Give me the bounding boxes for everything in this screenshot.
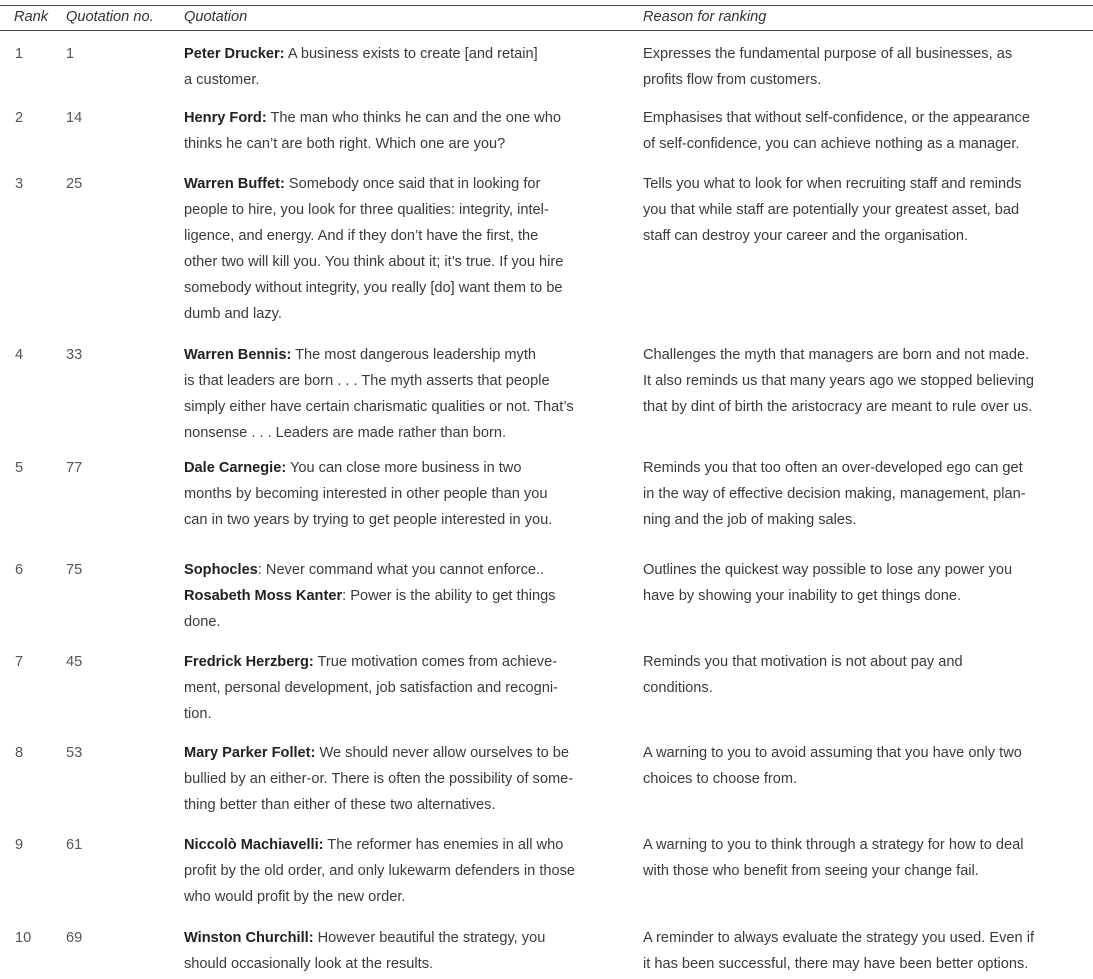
quotation-line [184, 951, 624, 977]
quotation-line [184, 858, 624, 884]
quotation-cell [184, 740, 624, 818]
quotation-line [184, 701, 624, 727]
quotation-line [184, 766, 624, 792]
quotation-text: done. [184, 614, 221, 630]
quotation-text: True motivation comes from achieve- [313, 654, 558, 670]
speaker-name: Winston Churchill: [184, 930, 314, 946]
quotation-text: months by becoming interested in other people than you [184, 486, 548, 502]
reason-cell [643, 342, 1083, 420]
quotation-no-cell: 14 [66, 110, 83, 126]
reason-line: profits flow from customers. [643, 72, 822, 88]
quotation-text: ligence, and energy. And if they don’t have the first, the [184, 228, 539, 244]
reason-line: ning and the job of making sales. [643, 512, 857, 528]
quotation-text: thinks he can’t are both right. Which one are you? [184, 136, 506, 152]
reason-cell [643, 740, 1083, 792]
quotation-text: The man who thinks he can and the one who [266, 110, 561, 126]
reason-line: that by dint of birth the aristocracy are meant to rule over us. [643, 399, 1033, 415]
quotation-no-cell: 77 [66, 460, 83, 476]
quotation-text: The reformer has enemies in all who [323, 837, 564, 853]
quotation-no-cell: 53 [66, 745, 83, 761]
quotation-text: You can close more business in two [286, 460, 522, 476]
reason-cell [643, 171, 1083, 249]
quotation-cell [184, 557, 624, 635]
quotation-text: should occasionally look at the results. [184, 956, 434, 972]
speaker-name: Dale Carnegie: [184, 460, 287, 476]
reason-cell [643, 832, 1083, 884]
quotation-no-cell: 1 [66, 46, 75, 62]
reason-line: A warning to you to think through a strategy for how to deal [643, 837, 1024, 853]
quotation-text: dumb and lazy. [184, 306, 282, 322]
rank-cell: 6 [15, 562, 24, 578]
quotation-cell [184, 171, 624, 327]
header-quotation-no: Quotation no. [66, 9, 154, 25]
quotation-cell [184, 41, 624, 93]
speaker-name: Warren Bennis: [184, 347, 292, 363]
quotation-text: simply either have certain charismatic qualities or not. That’s [184, 399, 574, 415]
quotation-line [184, 507, 624, 533]
quotation-line [184, 275, 624, 301]
reason-cell [643, 455, 1083, 533]
reason-line: have by showing your inability to get things done. [643, 588, 962, 604]
quotation-cell [184, 342, 624, 446]
reason-line: conditions. [643, 680, 713, 696]
quotation-line [184, 420, 624, 446]
quotation-no-cell: 25 [66, 176, 83, 192]
reason-cell [643, 105, 1083, 157]
speaker-name: Niccolò Machiavelli: [184, 837, 324, 853]
quotation-cell [184, 832, 624, 910]
header-quotation: Quotation [184, 9, 248, 25]
quotation-cell [184, 455, 624, 533]
quotation-line [184, 832, 624, 858]
header-rank: Rank [14, 9, 49, 25]
quotation-cell [184, 925, 624, 977]
reason-line: Challenges the myth that managers are born and not made. [643, 347, 1030, 363]
rank-cell: 7 [15, 654, 24, 670]
table-header-row [0, 5, 1093, 30]
speaker-name: Sophocles [184, 562, 258, 578]
quotation-line [184, 394, 624, 420]
quotation-line [184, 301, 624, 327]
reason-cell [643, 41, 1083, 93]
quotation-text: ment, personal development, job satisfaction and recogni- [184, 680, 558, 696]
quotation-line [184, 41, 624, 67]
reason-line: Outlines the quickest way possible to lose any power you [643, 562, 1013, 578]
reason-line: Emphasises that without self-confidence, or the appearance [643, 110, 1030, 126]
reason-cell [643, 649, 1083, 701]
quotation-text: tion. [184, 706, 212, 722]
quotation-no-cell: 75 [66, 562, 83, 578]
quotation-text: Somebody once said that in looking for [284, 176, 541, 192]
quotation-text: profit by the old order, and only lukewarm defenders in those [184, 863, 576, 879]
quotation-text: who would profit by the new order. [184, 889, 406, 905]
speaker-name: Rosabeth Moss Kanter [184, 588, 343, 604]
rank-cell: 2 [15, 110, 24, 126]
quotation-line [184, 740, 624, 766]
speaker-name: Warren Buffet: [184, 176, 285, 192]
reason-line: It also reminds us that many years ago we stopped believing [643, 373, 1035, 389]
quotation-text: somebody without integrity, you really [do] want them to be [184, 280, 563, 296]
reason-line: Tells you what to look for when recruiting staff and reminds [643, 176, 1022, 192]
reason-line: you that while staff are potentially your greatest asset, bad [643, 202, 1020, 218]
quotation-text: A business exists to create [and retain] [284, 46, 538, 62]
reason-line: A warning to you to avoid assuming that you have only two [643, 745, 1022, 761]
quotation-line [184, 609, 624, 635]
speaker-name: Mary Parker Follet: [184, 745, 316, 761]
rank-cell: 9 [15, 837, 24, 853]
reason-line: of self-confidence, you can achieve nothing as a manager. [643, 136, 1020, 152]
quotation-text: other two will kill you. You think about it; it’s true. If you hire [184, 254, 564, 270]
quotation-text: nonsense . . . Leaders are made rather than born. [184, 425, 507, 441]
quotation-line [184, 884, 624, 910]
quotation-line [184, 792, 624, 818]
quotation-text: people to hire, you look for three qualities: integrity, intel- [184, 202, 549, 218]
quotation-line [184, 675, 624, 701]
quotation-line [184, 368, 624, 394]
rank-cell: 8 [15, 745, 24, 761]
quotation-line [184, 197, 624, 223]
quotation-line [184, 105, 624, 131]
reason-line: in the way of effective decision making, management, plan- [643, 486, 1026, 502]
quotation-line [184, 649, 624, 675]
rank-cell: 10 [15, 930, 32, 946]
speaker-name: Fredrick Herzberg: [184, 654, 314, 670]
reason-line: it has been successful, there may have been better options. [643, 956, 1029, 972]
quotation-text: : Never command what you cannot enforce.. [257, 562, 545, 578]
quotation-line [184, 67, 624, 93]
quotation-text: bullied by an either-or. There is often the possibility of some- [184, 771, 574, 787]
rank-cell: 5 [15, 460, 24, 476]
rank-cell: 4 [15, 347, 24, 363]
reason-line: A reminder to always evaluate the strategy you used. Even if [643, 930, 1035, 946]
quotation-text: a customer. [184, 72, 260, 88]
reason-line: Reminds you that motivation is not about pay and [643, 654, 963, 670]
reason-line: Reminds you that too often an over-developed ego can get [643, 460, 1023, 476]
quotation-text: We should never allow ourselves to be [315, 745, 570, 761]
quotation-line [184, 223, 624, 249]
reason-cell [643, 925, 1083, 977]
quotation-text: thing better than either of these two alternatives. [184, 797, 496, 813]
quotation-no-cell: 45 [66, 654, 83, 670]
rank-cell: 3 [15, 176, 24, 192]
reason-line: with those who benefit from seeing your change fail. [643, 863, 979, 879]
header-reason: Reason for ranking [643, 9, 767, 25]
quotation-line [184, 342, 624, 368]
speaker-name: Henry Ford: [184, 110, 267, 126]
reason-line: Expresses the fundamental purpose of all businesses, as [643, 46, 1013, 62]
header-rule [0, 30, 1093, 31]
reason-line: staff can destroy your career and the organisation. [643, 228, 969, 244]
quotation-line [184, 131, 624, 157]
quotation-line [184, 481, 624, 507]
quotation-text: can in two years by trying to get people interested in you. [184, 512, 553, 528]
quotation-text: The most dangerous leadership myth [291, 347, 537, 363]
quotation-line [184, 455, 624, 481]
quotation-line [184, 557, 624, 583]
reason-cell [643, 557, 1083, 609]
quotation-cell [184, 105, 624, 157]
reason-line: choices to choose from. [643, 771, 798, 787]
quotation-text: : Power is the ability to get things [342, 588, 556, 604]
quotation-text: is that leaders are born . . . The myth asserts that people [184, 373, 550, 389]
quotation-no-cell: 33 [66, 347, 83, 363]
quotation-line [184, 171, 624, 197]
speaker-name: Peter Drucker: [184, 46, 285, 62]
quotation-text: However beautiful the strategy, you [313, 930, 546, 946]
quotation-no-cell: 61 [66, 837, 83, 853]
quotation-line [184, 925, 624, 951]
quotation-no-cell: 69 [66, 930, 83, 946]
rank-cell: 1 [15, 46, 24, 62]
quotation-cell [184, 649, 624, 727]
quotation-line [184, 249, 624, 275]
quotation-line [184, 583, 624, 609]
